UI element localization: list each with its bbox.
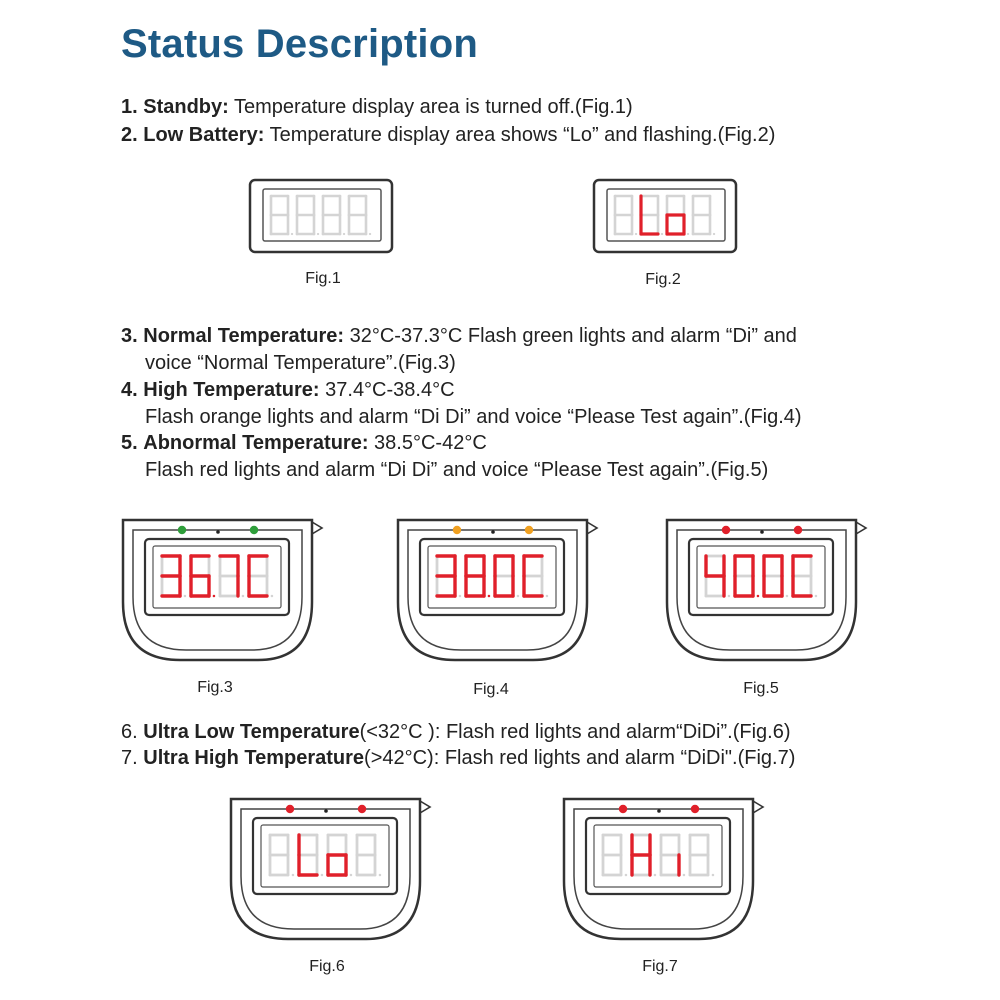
sensor-dot bbox=[216, 530, 220, 534]
item-number: 3. bbox=[121, 325, 138, 347]
page-title: Status Description bbox=[121, 22, 478, 66]
sensor-dot bbox=[324, 809, 328, 813]
decimal-point bbox=[379, 874, 382, 877]
item-number: 7. bbox=[121, 747, 138, 769]
thermometer-device-ultra-low bbox=[228, 796, 433, 946]
side-notch bbox=[312, 522, 322, 534]
item-label: Normal Temperature: bbox=[143, 325, 345, 347]
decimal-point bbox=[291, 233, 293, 235]
status-item-high-temperature-cont: Flash orange lights and alarm “Di Di” and voice “Please Test again”.(Fig.4) bbox=[145, 406, 802, 428]
decimal-point bbox=[350, 874, 353, 877]
side-notch bbox=[587, 522, 597, 534]
item-label: Ultra High Temperature bbox=[143, 747, 365, 769]
display-panel-low-battery bbox=[592, 178, 738, 254]
decimal-point bbox=[517, 595, 520, 598]
decimal-point bbox=[661, 233, 663, 235]
decimal-point bbox=[459, 595, 462, 598]
decimal-point bbox=[728, 595, 731, 598]
indicator-light-left bbox=[286, 805, 294, 813]
figure-caption: Fig.3 bbox=[197, 679, 233, 696]
figure-caption: Fig.5 bbox=[743, 680, 779, 697]
item-text: Temperature display area is turned off.(Fig.1) bbox=[228, 96, 633, 118]
decimal-point bbox=[815, 595, 818, 598]
figure-1 bbox=[248, 178, 396, 259]
thermometer-device-normal bbox=[120, 517, 325, 667]
status-item-normal-temperature bbox=[121, 325, 797, 348]
figure-2 bbox=[592, 178, 738, 259]
status-item-ultra-low bbox=[121, 721, 791, 744]
decimal-point bbox=[213, 595, 216, 598]
figure-caption: Fig.1 bbox=[305, 270, 341, 287]
item-number: 2. bbox=[121, 124, 138, 146]
decimal-point bbox=[786, 595, 789, 598]
item-text: 37.4°C-38.4°C bbox=[319, 379, 455, 401]
decimal-point bbox=[292, 874, 295, 877]
status-item-abnormal-temperature-cont: Flash red lights and alarm “Di Di” and voice “Please Test again”.(Fig.5) bbox=[145, 459, 769, 481]
item-text: 38.5°C-42°C bbox=[368, 432, 487, 454]
thermometer-device-ultra-high bbox=[561, 796, 766, 946]
decimal-point bbox=[242, 595, 245, 598]
indicator-light-right bbox=[691, 805, 699, 813]
decimal-point bbox=[546, 595, 549, 598]
item-number: 1. bbox=[121, 96, 138, 118]
status-item-standby bbox=[121, 96, 633, 119]
sensor-dot bbox=[760, 530, 764, 534]
item-label: Standby: bbox=[143, 96, 229, 118]
figure-4 bbox=[395, 517, 600, 672]
decimal-point bbox=[713, 233, 715, 235]
item-number: 6. bbox=[121, 721, 138, 743]
decimal-point bbox=[683, 874, 686, 877]
indicator-light-right bbox=[794, 526, 802, 534]
decimal-point bbox=[184, 595, 187, 598]
decimal-point bbox=[757, 595, 760, 598]
status-item-abnormal-temperature bbox=[121, 432, 487, 455]
item-label: High Temperature: bbox=[143, 379, 320, 401]
figure-6 bbox=[228, 796, 433, 951]
sensor-dot bbox=[491, 530, 495, 534]
item-text: 32°C-37.3°C Flash green lights and alarm “Di” and bbox=[344, 325, 797, 347]
item-label: Low Battery: bbox=[143, 124, 265, 146]
item-label: Ultra Low Temperature bbox=[143, 721, 360, 743]
figure-3 bbox=[120, 517, 325, 672]
decimal-point bbox=[271, 595, 274, 598]
figure-caption: Fig.6 bbox=[309, 958, 345, 975]
decimal-point bbox=[625, 874, 628, 877]
indicator-light-right bbox=[358, 805, 366, 813]
status-item-high-temperature bbox=[121, 379, 455, 402]
indicator-light-left bbox=[453, 526, 461, 534]
item-number: 5. bbox=[121, 432, 138, 454]
decimal-point bbox=[488, 595, 491, 598]
decimal-point bbox=[343, 233, 345, 235]
thermometer-device-abnormal bbox=[664, 517, 869, 667]
sensor-dot bbox=[657, 809, 661, 813]
item-number: 4. bbox=[121, 379, 138, 401]
indicator-light-left bbox=[722, 526, 730, 534]
indicator-light-left bbox=[619, 805, 627, 813]
display-panel-standby bbox=[248, 178, 396, 254]
decimal-point bbox=[321, 874, 324, 877]
status-item-ultra-high bbox=[121, 747, 795, 770]
thermometer-device-high bbox=[395, 517, 600, 667]
item-label: Abnormal Temperature: bbox=[143, 432, 369, 454]
figure-7 bbox=[561, 796, 766, 951]
indicator-light-right bbox=[250, 526, 258, 534]
decimal-point bbox=[687, 233, 689, 235]
figure-caption: Fig.4 bbox=[473, 681, 509, 698]
decimal-point bbox=[635, 233, 637, 235]
item-text: (<32°C ): Flash red lights and alarm“DiDi”.(Fig.6) bbox=[359, 721, 791, 743]
item-text: Temperature display area shows “Lo” and flashing.(Fig.2) bbox=[264, 124, 776, 146]
side-notch bbox=[420, 801, 430, 813]
decimal-point bbox=[317, 233, 319, 235]
figure-caption: Fig.7 bbox=[642, 958, 678, 975]
status-item-normal-temperature-cont: voice “Normal Temperature”.(Fig.3) bbox=[145, 352, 456, 374]
indicator-light-right bbox=[525, 526, 533, 534]
side-notch bbox=[753, 801, 763, 813]
figure-5 bbox=[664, 517, 869, 672]
decimal-point bbox=[654, 874, 657, 877]
figure-caption: Fig.2 bbox=[645, 271, 681, 288]
side-notch bbox=[856, 522, 866, 534]
status-item-low-battery bbox=[121, 124, 775, 147]
decimal-point bbox=[369, 233, 371, 235]
item-text: (>42°C): Flash red lights and alarm “DiDi".(Fig.7) bbox=[364, 747, 796, 769]
decimal-point bbox=[712, 874, 715, 877]
indicator-light-left bbox=[178, 526, 186, 534]
